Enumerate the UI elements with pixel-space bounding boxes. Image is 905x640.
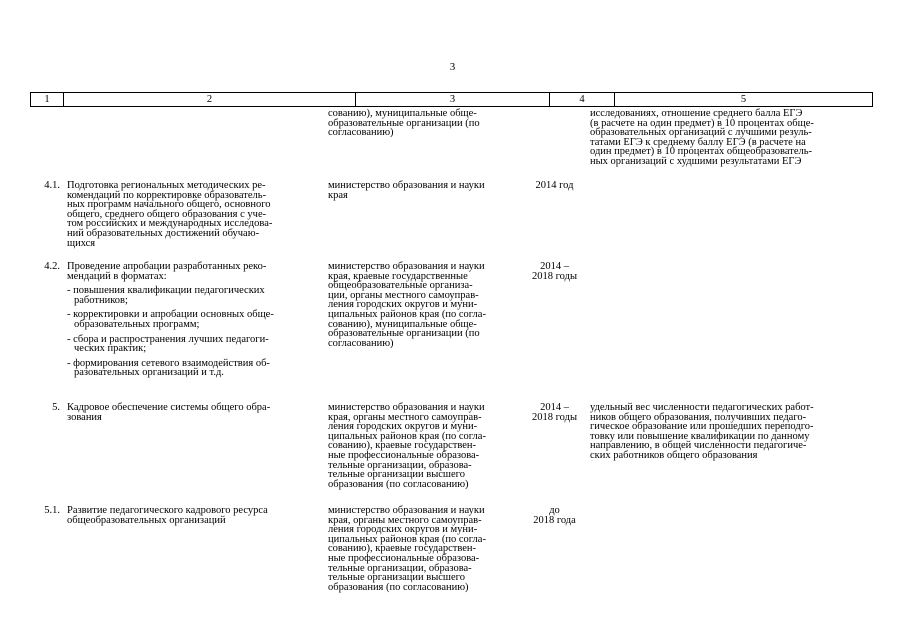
cell-line: ные профессиональные образова- (328, 552, 480, 564)
cell-line: направлению, в общей численности педагогиче- (590, 440, 807, 452)
row-deadline (522, 181, 587, 191)
row-executors (328, 109, 523, 138)
cell-line: комендаций по корректировке образователь- (67, 189, 267, 201)
row-number: 5. (52, 402, 60, 413)
bullet-item (67, 359, 349, 378)
row-indicator (590, 403, 870, 461)
cell-line: образовательных организаций с лучшими резуль- (590, 127, 812, 139)
cell-line: исследованиях, отношение среднего балла ЕГЭ (590, 108, 803, 119)
row-executors (328, 181, 523, 200)
row-number: 4.2. (44, 261, 60, 272)
header-col-5: 5 (740, 94, 747, 105)
cell-line: ления городских округов и муни- (328, 524, 478, 536)
cell-line: сованию), муниципальные обще- (328, 318, 477, 330)
cell-line: согласованию) (328, 337, 394, 349)
cell-line: ческих практик; (74, 343, 147, 355)
cell-line: общеобразовательных организаций (67, 514, 226, 526)
cell-line: гическое образование или прошедших переподго- (590, 421, 814, 433)
header-col-4: 4 (550, 93, 615, 106)
row-number: 5.1. (44, 505, 60, 516)
cell-line: 2014 – (540, 261, 569, 272)
cell-line: края, органы местного самоуправ- (328, 514, 482, 526)
cell-line: ления городских округов и муни- (328, 421, 478, 433)
cell-line: работников; (74, 294, 128, 306)
cell-line: разовательных организаций и т.д. (74, 367, 224, 379)
row-activity (67, 403, 349, 422)
cell-line: ципальных районов края (по согла- (328, 430, 486, 442)
cell-line: общеобразовательные организа- (328, 280, 473, 292)
cell-line: Развитие педагогического кадрового ресурса (67, 505, 268, 516)
cell-line: тельные организации высшего (328, 572, 465, 584)
cell-line: ления городских округов и муни- (328, 299, 478, 311)
cell-line: ципальных районов края (по согла- (328, 308, 486, 320)
cell-line: ции, органы местного самоуправ- (328, 289, 479, 301)
cell-line: края, органы местного самоуправ- (328, 411, 482, 423)
row-executors (328, 506, 523, 592)
cell-line: образования (по согласованию) (328, 581, 469, 593)
header-col-3: 3 (356, 93, 550, 106)
cell-line: - формирования сетевого взаимодействия об- (67, 357, 270, 369)
row-deadline (522, 262, 587, 281)
bullet-item (67, 286, 349, 305)
cell-line: Кадровое обеспечение системы общего обра- (67, 402, 271, 413)
cell-line: министерство образования и науки (328, 505, 485, 516)
cell-line: 2014 год (535, 180, 574, 191)
cell-line: - корректировки и апробации основных обще- (67, 309, 274, 321)
cell-line: ные профессиональные образова- (328, 449, 480, 461)
cell-line: общего, среднего общего образования с уче- (67, 208, 267, 220)
cell-line: 2018 годы (531, 270, 577, 282)
cell-line: 2014 – (540, 402, 569, 413)
cell-line: - сбора и распространения лучших педагоги- (67, 333, 269, 345)
row-number: 4.1. (44, 180, 60, 191)
cell-line: 2018 года (533, 514, 576, 526)
row-activity (67, 181, 349, 248)
cell-line: удельный вес численности педагогических работ- (590, 402, 814, 413)
row-deadline (522, 403, 587, 422)
cell-line: тельные организации, образова- (328, 562, 472, 574)
table-header-row (30, 92, 873, 107)
cell-line: образовательных программ; (74, 318, 200, 330)
cell-line: ников общего образования, получивших педаго- (590, 411, 807, 423)
cell-line: зования (67, 411, 102, 423)
cell-line: тельные организации высшего (328, 469, 465, 481)
cell-line: до (549, 505, 560, 516)
cell-line: татами ЕГЭ к среднему баллу ЕГЭ (в расчете на (590, 136, 806, 148)
cell-line: края, краевые государственные (328, 270, 468, 282)
cell-line: - повышения квалификации педагогических (67, 285, 265, 297)
cell-line: том российских и международных исследова- (67, 218, 273, 230)
cell-line: сованию), краевые государствен- (328, 543, 477, 555)
cell-line: министерство образования и науки (328, 261, 485, 272)
cell-line: ний образовательных достижений обучаю- (67, 227, 260, 239)
cell-line: Проведение апробации разработанных реко- (67, 261, 267, 272)
cell-line: (в расчете на один предмет) в 10 процентах обще- (590, 117, 814, 129)
cell-line: один предмет) в 10 процентах общеобразователь- (590, 146, 813, 158)
cell-line: щихся (67, 237, 96, 249)
cell-line: тельные организации, образова- (328, 459, 472, 471)
cell-line: образовательные организации (по (328, 328, 480, 340)
cell-line: министерство образования и науки (328, 402, 485, 413)
row-deadline (522, 506, 587, 525)
cell-line: министерство образования и науки (328, 180, 485, 191)
row-activity (67, 262, 349, 378)
cell-line: 2018 годы (531, 411, 577, 423)
cell-line: сованию), краевые государствен- (328, 440, 477, 452)
cell-line: образования (по согласованию) (328, 478, 469, 490)
page-number: 3 (449, 61, 456, 73)
bullet-item (67, 335, 349, 354)
cell-line: товку или повышение квалификации по данному (590, 430, 810, 442)
cell-line: ных программ начального общего, основного (67, 199, 271, 211)
cell-line: ных организаций с худшими результатами ЕГЭ (590, 155, 802, 167)
cell-line: мендаций в форматах: (67, 270, 167, 282)
row-executors (328, 403, 523, 489)
cell-line: сованию), муниципальные обще- (328, 108, 477, 119)
cell-line: края (328, 189, 348, 201)
cell-line: согласованию) (328, 127, 394, 139)
cell-line: Подготовка региональных методических ре- (67, 180, 266, 191)
row-executors (328, 262, 523, 348)
row-indicator (590, 109, 870, 167)
header-col-1: 1 (31, 93, 64, 106)
cell-line: ских работников общего образования (590, 449, 758, 461)
row-activity (67, 506, 349, 525)
bullet-item (67, 310, 349, 329)
cell-line: образовательные организации (по (328, 117, 480, 129)
cell-line: ципальных районов края (по согла- (328, 533, 486, 545)
header-col-2: 2 (64, 93, 356, 106)
